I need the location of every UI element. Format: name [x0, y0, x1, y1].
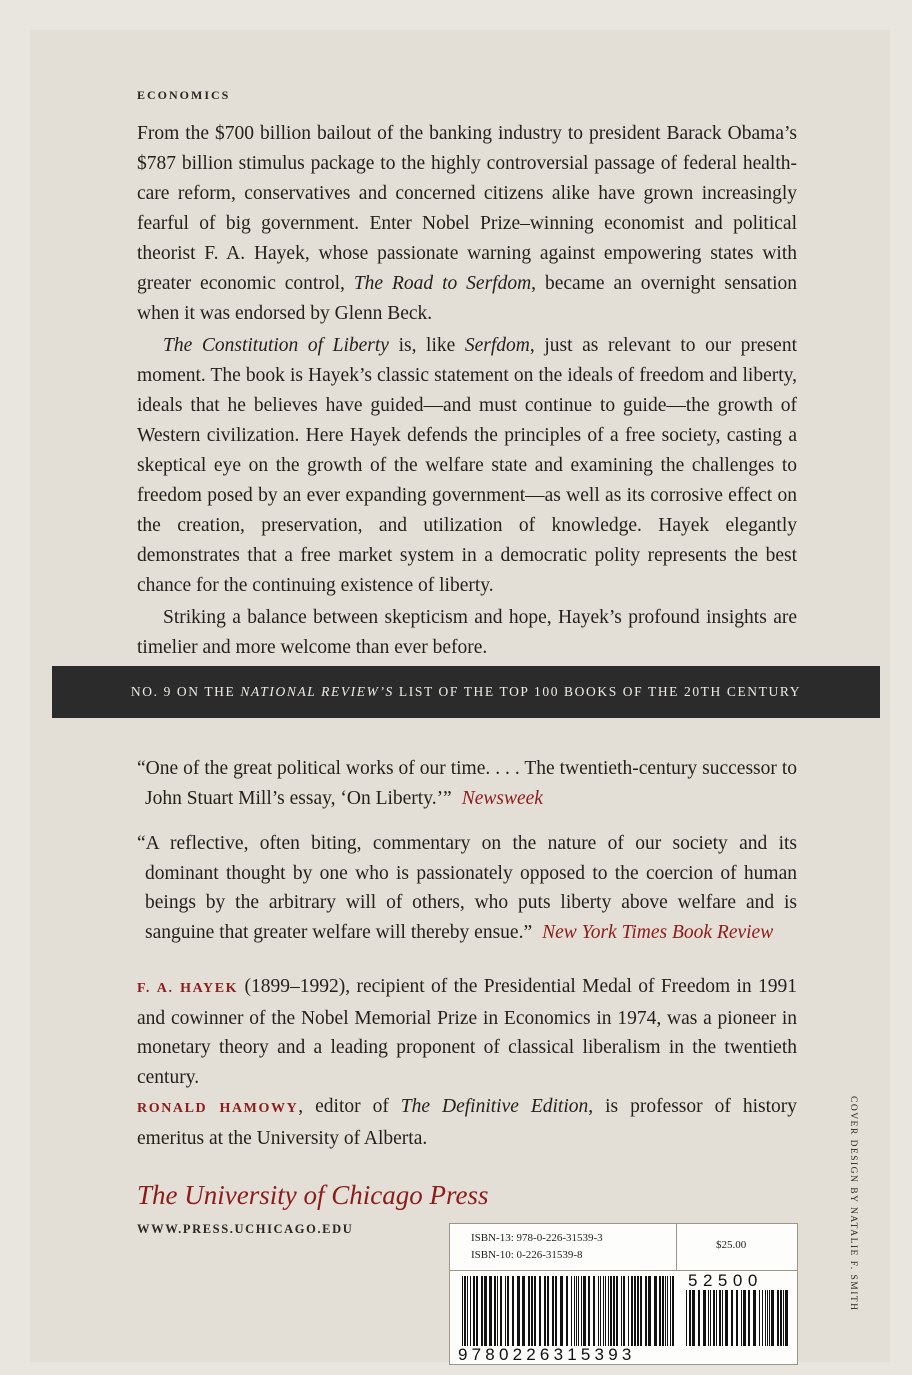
barcode-bar: [725, 1290, 728, 1346]
barcode-bar: [769, 1290, 770, 1346]
barcode-bar: [672, 1276, 674, 1346]
barcode-bar: [497, 1276, 498, 1346]
isbn-barcode-block: [449, 1223, 798, 1365]
barcode-bar: [621, 1276, 622, 1346]
barcode-bar: [722, 1290, 723, 1346]
barcode-bar: [462, 1276, 463, 1346]
barcode-bar: [637, 1276, 639, 1346]
barcode-bar: [703, 1290, 706, 1346]
barcode-bar: [494, 1276, 496, 1346]
description: [137, 119, 797, 663]
bio-text: , is professor of history emeritus at the University of Alberta.: [137, 1096, 797, 1149]
barcode-digits: 9780226315393: [458, 1345, 636, 1364]
barcode-bar: [581, 1276, 582, 1346]
barcode-bar: [623, 1276, 625, 1346]
price: $25.00: [716, 1239, 747, 1251]
contributor-bios: [137, 972, 797, 1153]
bio-text: , editor of: [298, 1096, 401, 1117]
banner-text: NO. 9 ON THE: [130, 684, 241, 699]
editor-bio: [137, 1092, 797, 1153]
barcode-bar: [645, 1276, 647, 1346]
barcode-bar: [713, 1290, 715, 1346]
paragraph-text: , just as relevant to our present moment. The book is Hayek’s classic statement on the ideals of freedom and liberty, ideals that he believes have guided—and must continue to guide—the growth of Western civilization. Here Hayek defends the principles of a free society, casting a skeptical eye on the growth of the welfare state and examining the challenges to freedom posed by an ever expanding government—as well as its corrosive effect on the creation, preservation, and utilization of knowledge. Hayek elegantly demonstrates that a free market system in a democratic polity represents the best chance for the continuing existence of liberty.: [137, 335, 797, 596]
barcode-bar: [719, 1290, 721, 1346]
barcode-bar: [517, 1276, 520, 1346]
author-name: F. A. HAYEK: [137, 981, 239, 996]
edition-title: The Definitive Edition: [400, 1096, 589, 1117]
barcode-bar: [762, 1290, 763, 1346]
review-quotes: [137, 754, 797, 963]
bio-text: (1899–1992), recipient of the Presidential Medal of Freedom in 1991 and cowinner of the Nobel Memorial Prize in Economics in 1974, was a pioneer in monetary theory and a leading proponent of classical liberalism in the twentieth century.: [137, 976, 797, 1088]
barcode-bar: [593, 1276, 595, 1346]
barcode-bar: [759, 1290, 760, 1346]
barcode-bar: [634, 1276, 636, 1346]
review-quote: [137, 754, 797, 813]
barcode-bar: [662, 1276, 664, 1346]
addon-digits: 52500: [688, 1271, 763, 1290]
barcode-bar: [731, 1290, 733, 1346]
barcode-bar: [748, 1290, 750, 1346]
paragraph-text: From the $700 billion bailout of the banking industry to president Barack Obama’s $787 billion stimulus package to the highly controversial passage of federal health-care reform, conservatives and concerned citizens alike have grown increasingly fearful of big government. Enter Nobel Prize–winning economist and political theorist F. A. Hayek, whose passionate warning against empowering states with greater economic control,: [137, 123, 797, 294]
barcode-bar: [544, 1276, 546, 1346]
barcode-bar: [464, 1276, 466, 1346]
barcode-bar: [631, 1276, 633, 1346]
barcode-bar: [659, 1276, 661, 1346]
review-quote: [137, 829, 797, 947]
barcode-bar: [500, 1276, 502, 1346]
barcode-bar: [780, 1290, 782, 1346]
barcode-bar: [785, 1290, 788, 1346]
cover-design-credit: COVER DESIGN BY NATALIE F. SMITH: [848, 1096, 858, 1312]
barcode-bar: [771, 1290, 774, 1346]
barcode-bar: [777, 1290, 779, 1346]
barcode-bar: [743, 1290, 746, 1346]
barcode-bar: [736, 1290, 738, 1346]
barcode-bar: [628, 1276, 629, 1346]
quote-source: Newsweek: [461, 787, 543, 809]
barcode-bar: [555, 1276, 557, 1346]
banner-text: LIST OF THE TOP 100 BOOKS OF THE 20TH CENTURY: [393, 684, 802, 699]
barcode-bar: [716, 1290, 717, 1346]
author-bio: [137, 972, 797, 1092]
barcode-bar: [588, 1276, 590, 1346]
description-paragraph-2: [137, 331, 797, 601]
description-paragraph-1: [137, 119, 797, 329]
barcode-bar: [484, 1276, 487, 1346]
barcode-bar: [616, 1276, 618, 1346]
isbn-10: ISBN-10: 0-226-31539-8: [471, 1249, 583, 1261]
barcode-bar: [473, 1276, 475, 1346]
barcode-bar: [708, 1290, 709, 1346]
barcode-bar: [767, 1290, 768, 1346]
barcode-bar: [552, 1276, 554, 1346]
quote-text: “One of the great political works of our time. . . . The twentieth-century successor to John Stuart Mill’s essay, ‘On Liberty.’”: [137, 758, 797, 809]
barcode-bar: [534, 1276, 536, 1346]
barcode-bar: [583, 1276, 586, 1346]
isbn-info: [450, 1224, 677, 1271]
barcode-bar: [566, 1276, 568, 1346]
barcode-bar: [686, 1290, 687, 1346]
barcode-bar: [741, 1290, 742, 1346]
barcode-bar: [648, 1276, 651, 1346]
barcode-bar: [640, 1276, 642, 1346]
quote-source: New York Times Book Review: [542, 921, 774, 943]
isbn-13: ISBN-13: 978-0-226-31539-3: [471, 1232, 603, 1244]
barcode-bar: [753, 1290, 756, 1346]
barcode-bar: [608, 1276, 609, 1346]
quote-text: “A reflective, often biting, commentary on the nature of our society and its dominant thought by one who is passionately opposed to the coercion of human beings by the arbitrary will of others, who puts liberty above welfare and is sanguine that greater welfare will thereby ensue.”: [137, 833, 797, 943]
barcode-bar: [605, 1276, 606, 1346]
barcode-bar: [476, 1276, 478, 1346]
barcode-bar: [560, 1276, 563, 1346]
barcode-bar: [571, 1276, 572, 1346]
barcode-bar: [531, 1276, 533, 1346]
book-title: The Constitution of Liberty: [163, 335, 389, 356]
barcode-bar: [507, 1276, 509, 1346]
barcode-bar: [522, 1276, 525, 1346]
barcode-bar: [489, 1276, 492, 1346]
book-title: Serfdom: [464, 335, 530, 356]
paragraph-text: is, like: [388, 335, 465, 356]
barcode-bar: [547, 1276, 549, 1346]
ean-barcode: [460, 1276, 676, 1346]
barcode-bar: [603, 1276, 604, 1346]
ranking-banner: [52, 666, 880, 718]
barcode-bar: [578, 1276, 579, 1346]
publisher-name: The University of Chicago Press: [137, 1180, 489, 1210]
category-label: ECONOMICS: [137, 88, 231, 102]
barcode-bar: [783, 1290, 784, 1346]
barcode-bar: [610, 1276, 612, 1346]
barcode-bar: [598, 1276, 599, 1346]
barcode-bar: [574, 1276, 575, 1346]
barcode-bar: [765, 1290, 766, 1346]
price-addon-barcode: [684, 1290, 789, 1346]
banner-publication: NATIONAL REVIEW’S: [240, 684, 394, 699]
barcode-bar: [467, 1276, 468, 1346]
description-paragraph-3: Striking a balance between skepticism and hope, Hayek’s profound insights are timelier and more welcome than ever before.: [137, 607, 797, 658]
barcode-bar: [539, 1276, 541, 1346]
barcode-bar: [512, 1276, 514, 1346]
barcode-bar: [689, 1290, 691, 1346]
barcode-bar: [667, 1276, 668, 1346]
publisher-url: WWW.PRESS.UCHICAGO.EDU: [137, 1222, 354, 1236]
barcode-bar: [670, 1276, 671, 1346]
price-info: [676, 1224, 797, 1271]
barcode-bar: [665, 1276, 666, 1346]
barcode-bar: [576, 1276, 577, 1346]
barcode-bar: [481, 1276, 483, 1346]
barcode-bar: [505, 1276, 506, 1346]
barcode-bar: [698, 1290, 700, 1346]
barcode-bar: [654, 1276, 657, 1346]
editor-name: RONALD HAMOWY: [137, 1101, 299, 1116]
barcode-bar: [600, 1276, 601, 1346]
barcode-bar: [710, 1290, 711, 1346]
barcode-bar: [613, 1276, 615, 1346]
book-title: The Road to Serfdom: [353, 273, 532, 294]
barcode-bar: [528, 1276, 530, 1346]
paragraph-text: , became an overnight sensation when it was endorsed by Glenn Beck.: [137, 273, 798, 324]
barcode-bar: [470, 1276, 471, 1346]
barcode-bar: [692, 1290, 695, 1346]
